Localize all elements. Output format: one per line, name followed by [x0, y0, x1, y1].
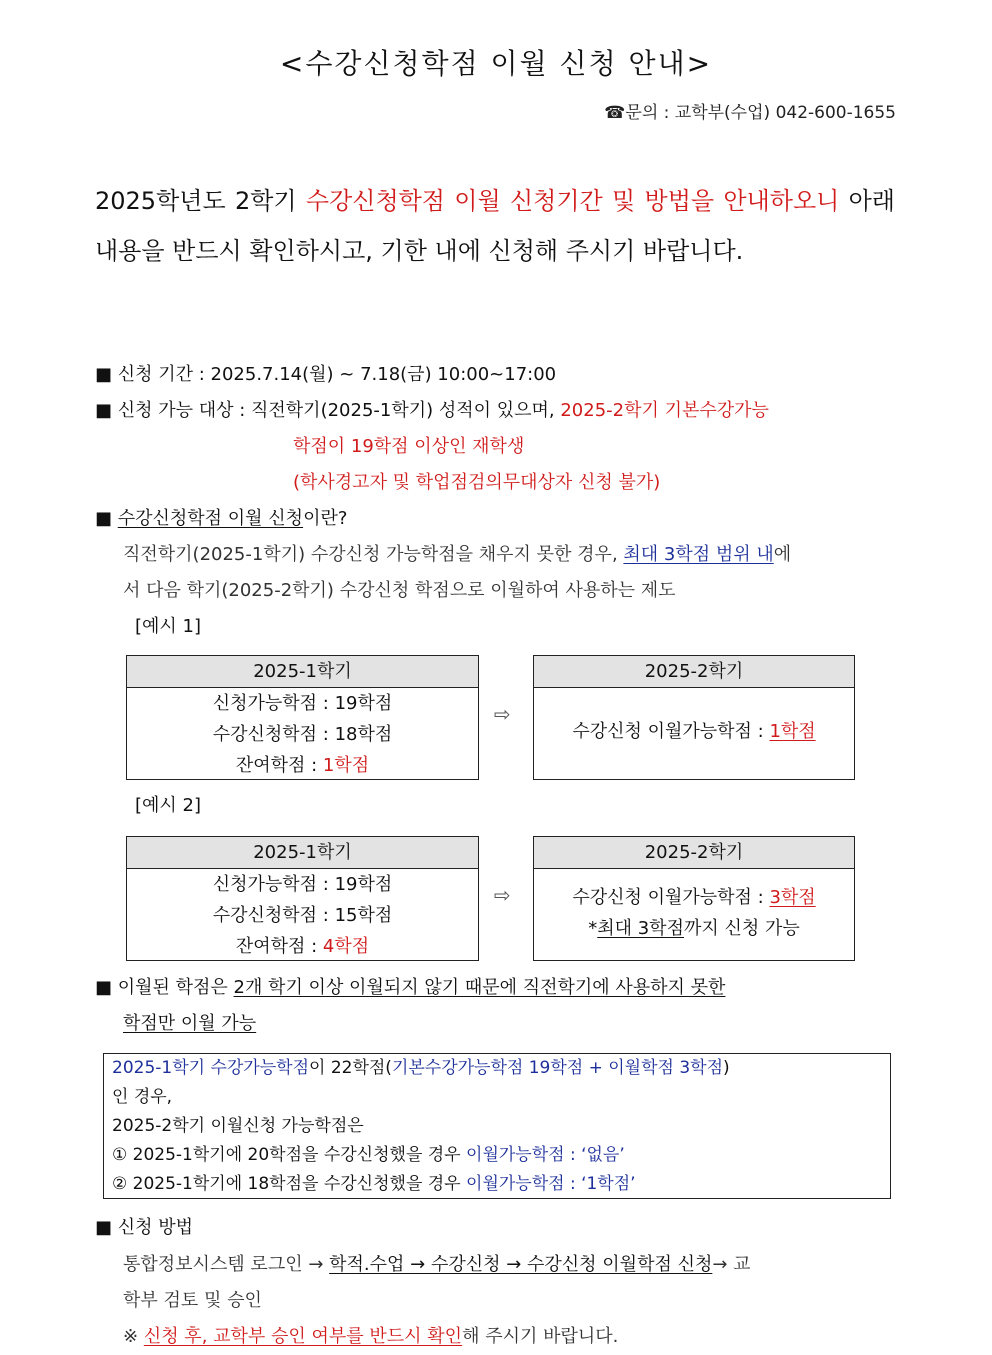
example1-right-head: 2025-2학기: [534, 656, 854, 688]
page-title: <수강신청학점 이월 신청 안내>: [279, 47, 713, 80]
carry-underlined-1: 2개 학기 이상 이월되지 않기 때문에 직전학기에 사용하지 못한: [233, 977, 726, 998]
carry-underlined-2: 학점만 이월 가능: [123, 1013, 257, 1034]
contact-info: ☎문의 : 교학부(수업) 042-600-1655: [604, 103, 896, 123]
example1-row: 수강신청학점 : 18학점: [212, 724, 393, 745]
target-highlight-2: 학점이 19학점 이상인 재학생: [293, 436, 525, 457]
example1-left-box: [126, 655, 479, 780]
carry-line-2: [123, 1006, 256, 1042]
method-notice-highlight: 신청 후, 교학부 승인 여부를 반드시 확인: [143, 1326, 463, 1347]
example1-right-box: [533, 655, 855, 780]
intro-highlight: 수강신청학점 이월 신청기간 및 방법을 안내하오니: [305, 187, 840, 215]
example2-right-line: [534, 882, 854, 913]
notebox-line-1: [112, 1054, 882, 1083]
notebox-line-2: 인 경우,: [112, 1087, 173, 1107]
notebox-breakdown: 기본수강가능학점 19학점 + 이월학점 3학점: [391, 1058, 723, 1078]
target-exclusion: (학사경고자 및 학업점검의무대상자 신청 불가): [293, 472, 661, 493]
intro-text: 2025학년도 2학기: [95, 187, 306, 215]
example1-row: 신청가능학점 : 19학점: [212, 693, 393, 714]
intro-paragraph: [95, 176, 895, 276]
notebox-paren: ): [723, 1058, 730, 1078]
example2-note-max: 최대 3학점: [597, 918, 684, 939]
method-heading: ■ 신청 방법: [95, 1217, 194, 1238]
method-steps: [123, 1247, 751, 1283]
example-note-box: [103, 1053, 891, 1199]
example1-right-label: 수강신청 이월가능학점 :: [572, 721, 770, 742]
example1-remain-label: 잔여학점 :: [235, 755, 323, 776]
notebox-result-2: 이월가능학점 : ‘1학점’: [466, 1174, 636, 1194]
method-notice: [123, 1319, 618, 1355]
whatis-desc-1: [123, 537, 791, 573]
example2-remain-value: 4학점: [322, 936, 370, 957]
example1-left-body: [127, 688, 478, 781]
notebox-line-3: 2025-2학기 이월신청 가능학점은: [112, 1116, 364, 1136]
method-steps-2: 학부 검토 및 승인: [123, 1290, 262, 1311]
notebox-result-1: 이월가능학점 : ‘없음’: [466, 1145, 625, 1165]
example1-right-body: [534, 688, 854, 776]
notebox-text: 이 22학점(: [309, 1058, 392, 1078]
example1-left-head: 2025-1학기: [127, 656, 478, 688]
whatis-desc-limit: 최대 3학점 범위 내: [623, 544, 774, 565]
target-text: 직전학기(2025-1학기) 성적이 있으며,: [251, 400, 561, 421]
carry-line: [95, 970, 725, 1006]
example2-right-value: 3학점: [769, 887, 816, 908]
example2-label: [예시 2]: [135, 795, 201, 816]
example1-label: [예시 1]: [135, 616, 201, 637]
example1-remain: [127, 750, 478, 781]
example2-note-suffix: 까지 신청 가능: [683, 918, 800, 939]
method-notice-prefix: ※: [123, 1326, 144, 1347]
notebox-line-5: [112, 1170, 882, 1199]
notebox-line-4: [112, 1141, 882, 1170]
whatis-desc-text: 직전학기(2025-1학기) 수강신청 가능학점을 채우지 못한 경우,: [123, 544, 624, 565]
method-step-tail: → 교: [712, 1254, 751, 1275]
method-notice-suffix: 해 주시기 바랍니다.: [462, 1326, 619, 1347]
example2-left-head: 2025-1학기: [127, 837, 478, 869]
example2-remain-label: 잔여학점 :: [235, 936, 323, 957]
method-menu-path: 학적.수업 → 수강신청 → 수강신청 이월학점 신청: [329, 1254, 713, 1275]
whatis-bullet: ■: [95, 508, 118, 529]
whatis-desc-2: 서 다음 학기(2025-2학기) 수강신청 학점으로 이월하여 사용하는 제도: [123, 580, 676, 601]
example2-right-note: [534, 913, 854, 944]
arrow-right-icon: ⇨: [494, 702, 511, 726]
target-line: [95, 393, 769, 429]
example2-right-label: 수강신청 이월가능학점 :: [572, 887, 770, 908]
example2-left-box: [126, 836, 479, 961]
example1-right-value: 1학점: [769, 721, 816, 742]
whatis-suffix: 이란?: [303, 508, 348, 529]
notebox-case-1: ① 2025-1학기에 20학점을 수강신청했을 경우: [112, 1145, 467, 1165]
example2-right-body: [534, 869, 854, 944]
carry-prefix: ■ 이월된 학점은: [95, 977, 234, 998]
notebox-term: 2025-1학기 수강가능학점: [112, 1058, 309, 1078]
period-line: ■ 신청 기간 : 2025.7.14(월) ~ 7.18(금) 10:00~17:00: [95, 364, 557, 385]
whatis-term: 수강신청학점 이월 신청: [117, 508, 304, 529]
example2-row: 수강신청학점 : 15학점: [212, 905, 393, 926]
example2-row: 신청가능학점 : 19학점: [212, 874, 393, 895]
arrow-right-icon: ⇨: [494, 883, 511, 907]
method-step-login: 통합정보시스템 로그인 →: [123, 1254, 330, 1275]
example2-left-body: [127, 869, 478, 962]
whatis-desc-tail: 에: [773, 544, 792, 565]
example2-note-prefix: *: [588, 918, 598, 939]
target-label: ■ 신청 가능 대상 :: [95, 400, 252, 421]
example2-remain: [127, 931, 478, 962]
whatis-heading: [95, 501, 347, 537]
example2-right-box: [533, 836, 855, 961]
example1-remain-value: 1학점: [322, 755, 370, 776]
intro-text-rest: 아래 내용을 반드시 확인하시고, 기한 내에 신청해 주시기 바랍니다.: [95, 187, 895, 265]
notebox-case-2: ② 2025-1학기에 18학점을 수강신청했을 경우: [112, 1174, 467, 1194]
target-highlight-1: 2025-2학기 기본수강가능: [560, 400, 769, 421]
example2-right-head: 2025-2학기: [534, 837, 854, 869]
